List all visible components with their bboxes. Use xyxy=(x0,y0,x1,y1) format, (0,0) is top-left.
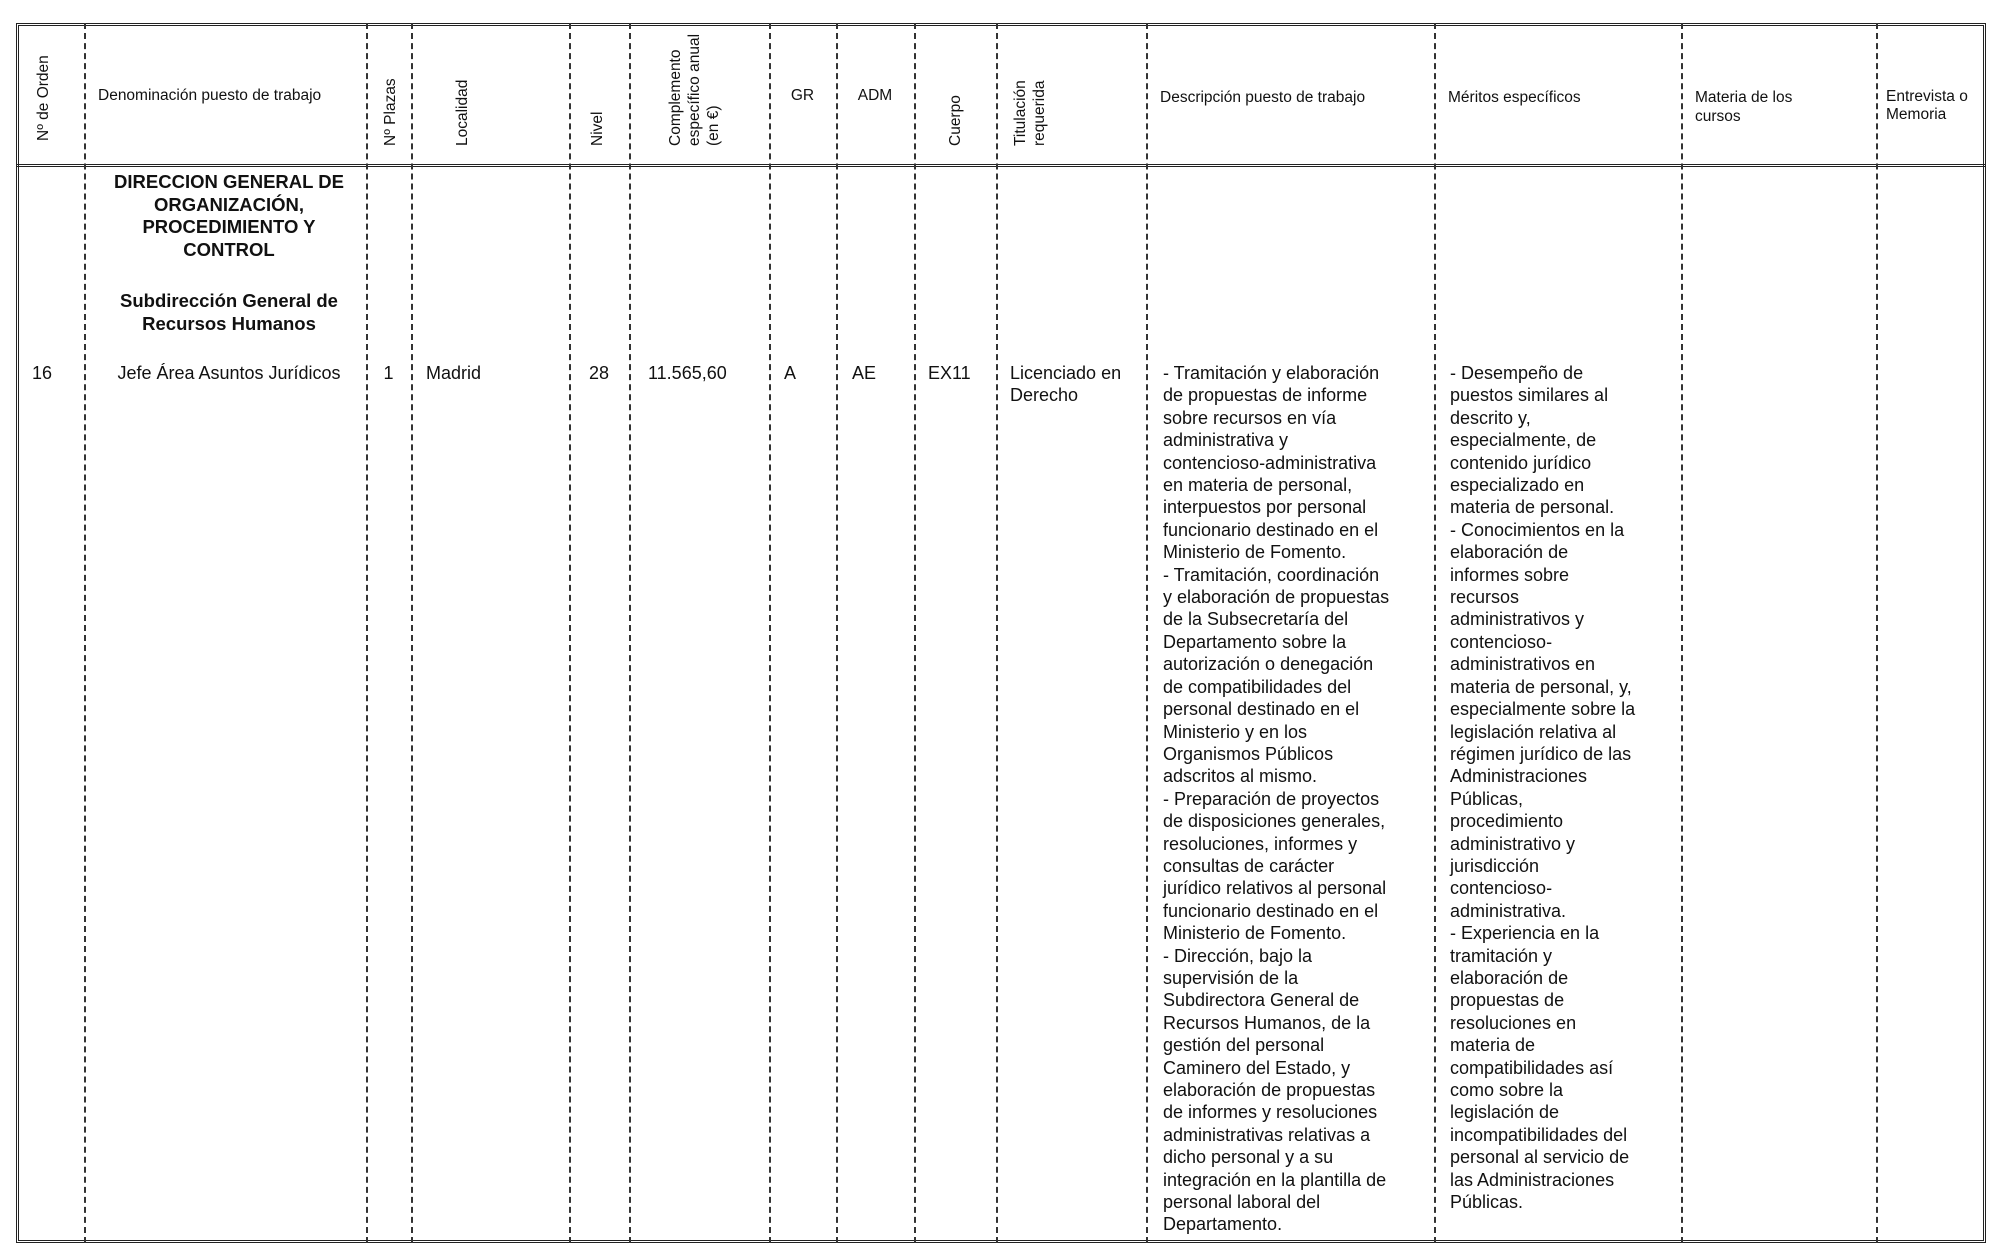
cell-nivel: 28 xyxy=(588,363,610,383)
sg-title: Subdirección General de Recursos Humanos xyxy=(120,290,338,334)
col-divider xyxy=(629,23,631,1243)
document-page xyxy=(6,6,1994,1249)
cell-cuerpo: EX11 xyxy=(928,363,971,383)
col-divider xyxy=(914,23,916,1243)
col-divider xyxy=(769,23,771,1243)
dg-title: DIRECCION GENERAL DE ORGANIZACIÓN, PROCEDIMIENTO Y CONTROL xyxy=(114,171,344,260)
col-divider xyxy=(366,23,368,1243)
header-localidad: Localidad xyxy=(454,79,471,146)
header-entrevista: Entrevista o Memoria xyxy=(1886,88,1968,123)
cell-complemento: 11.565,60 xyxy=(648,363,727,383)
header-complemento: Complemento específico anual (en €) xyxy=(667,33,722,146)
header-cuerpo: Cuerpo xyxy=(947,95,964,146)
cell-meritos: - Desempeño de puestos similares al descrito y, especialmente, de contenido jurídico especializado en materia de personal. - Conocimientos en la elaboración de informes sobre recursos administrativos y contencioso- administrativos en materia de personal, y, especialmente sobre la legislación relativa al régimen jurídico de las Administraciones Públicas, procedimiento administrativo y jurisdicción contencioso- administrativa. - Experiencia en la tramitación y elaboración de propuestas de resoluciones en materia de compatibilidades así como sobre la legislación de incompatibilidades del personal al servicio de las Administraciones Públicas. xyxy=(1450,363,1636,1213)
cell-gr: A xyxy=(784,363,797,383)
header-materia: Materia de los cursos xyxy=(1695,89,1793,125)
cell-orden: 16 xyxy=(32,363,53,383)
col-divider xyxy=(1876,23,1878,1243)
header-nivel: Nivel xyxy=(589,111,606,146)
col-divider xyxy=(996,23,998,1243)
header-descripcion: Descripción puesto de trabajo xyxy=(1160,89,1366,106)
cell-localidad: Madrid xyxy=(426,363,482,383)
col-divider xyxy=(1146,23,1148,1243)
col-divider xyxy=(1681,23,1683,1243)
cell-titulacion: Licenciado en Derecho xyxy=(1010,363,1122,406)
col-divider xyxy=(1434,23,1436,1243)
col-divider xyxy=(836,23,838,1243)
cell-adm: AE xyxy=(852,363,877,383)
header-meritos: Méritos específicos xyxy=(1448,89,1581,106)
header-divider xyxy=(16,164,1986,167)
header-adm: ADM xyxy=(857,87,893,104)
col-divider xyxy=(84,23,86,1243)
header-gr: GR xyxy=(790,87,815,104)
header-orden: Nº de Orden xyxy=(35,55,52,141)
col-divider xyxy=(411,23,413,1243)
cell-plazas: 1 xyxy=(383,363,394,383)
header-denominacion: Denominación puesto de trabajo xyxy=(98,87,322,104)
header-plazas: Nº Plazas xyxy=(382,78,399,146)
cell-descripcion: - Tramitación y elaboración de propuestas de informe sobre recursos en vía administrativa y contencioso-administrativa en materia de personal, interpuestos por personal funcionario destinado en el Ministerio de Fomento. - Tramitación, coordinación y elaboración de propuestas de la Subsecretaría del Departamento sobre la autorización o denegación de compatibilidades del personal destinado en el Ministerio y en los Organismos Públicos adscritos al mismo. - Preparación de proyectos de disposiciones generales, resoluciones, informes y consultas de carácter jurídico relativos al personal funcionario destinado en el Ministerio de Fomento. - Dirección, bajo la supervisión de la Subdirectora General de Recursos Humanos, de la gestión del personal Caminero del Estado, y elaboración de propuestas de informes y resoluciones administrativas relativas a dicho personal y a su integración en la plantilla de personal laboral del Departamento. xyxy=(1163,363,1390,1235)
cell-denominacion: Jefe Área Asuntos Jurídicos xyxy=(117,363,341,383)
header-titulacion: Titulación requerida xyxy=(1012,80,1048,146)
col-divider xyxy=(569,23,571,1243)
